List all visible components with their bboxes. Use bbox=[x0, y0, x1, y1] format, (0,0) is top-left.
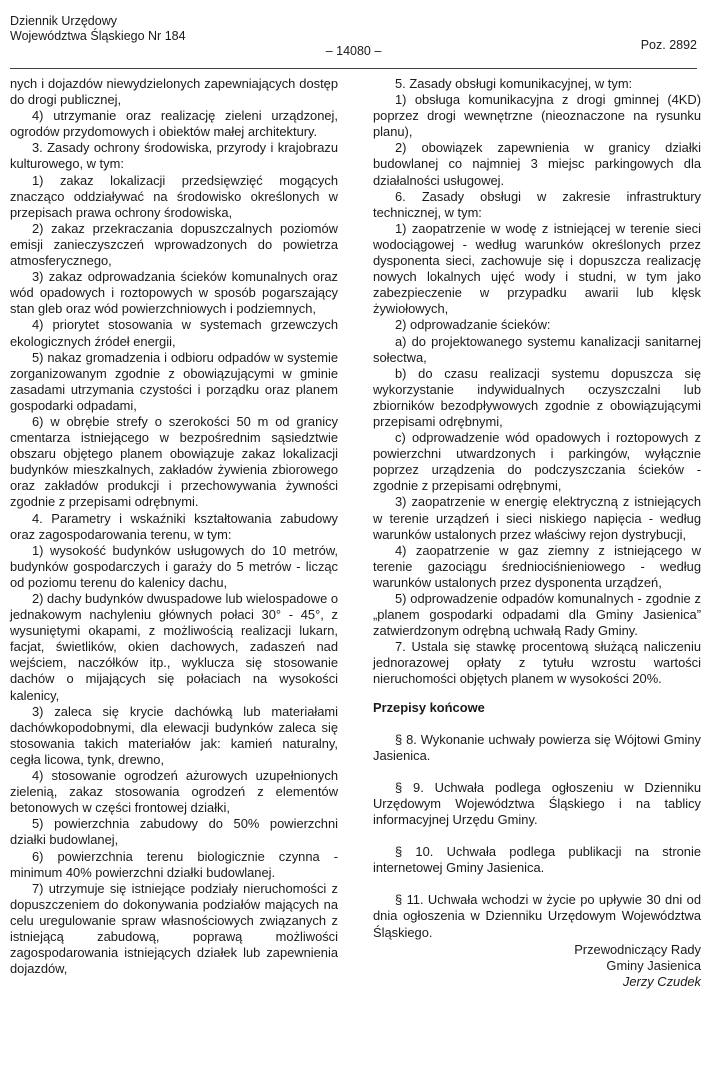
paragraph: 4) zaopatrzenie w gaz ziemny z istniejącego w terenie gazociągu średniociśnieniowego - według warunków ustalonych przez dysponenta urządzeń, bbox=[373, 542, 701, 590]
paragraph: 4) utrzymanie oraz realizację zieleni urządzonej, ogrodów przydomowych i obiektów małej architektury. bbox=[10, 108, 338, 140]
final-paragraphs bbox=[373, 732, 701, 941]
right-column bbox=[373, 76, 701, 990]
paragraph: a) do projektowanego systemu kanalizacji sanitarnej sołectwa, bbox=[373, 333, 701, 365]
paragraph: c) odprowadzenie wód opadowych i roztopowych z powierzchni utwardzonych i parkingów, wyłącznie poprzez urządzenia do podczyszczania ścieków - zgodnie z przepisami odrębnymi, bbox=[373, 430, 701, 494]
page-number-wrap bbox=[10, 44, 697, 59]
paragraph: 5) odprowadzenie odpadów komunalnych - zgodnie z „planem gospodarki odpadami dla Gminy Jasienica” zatwierdzonym odrębną uchwałą Rady Gminy. bbox=[373, 591, 701, 639]
paragraph: 5) powierzchnia zabudowy do 50% powierzchni działki budowlanej, bbox=[10, 816, 338, 848]
paragraph: nych i dojazdów niewydzielonych zapewniających dostęp do drogi publicznej, bbox=[10, 76, 338, 108]
left-column bbox=[10, 76, 338, 977]
paragraph: 2) obowiązek zapewnienia w granicy działki budowlanej co najmniej 3 miejsc parkingowych dla działalności usługowej. bbox=[373, 140, 701, 188]
page-header bbox=[10, 6, 697, 58]
paragraph: 3) zakaz odprowadzania ścieków komunalnych oraz wód opadowych i roztopowych w sposób pogarszający stan gleb oraz wód powierzchniowych i podziemnych, bbox=[10, 269, 338, 317]
paragraph: 5. Zasady obsługi komunikacyjnej, w tym: bbox=[395, 76, 633, 91]
paragraph: § 10. Uchwała podlega publikacji na stronie internetowej Gminy Jasienica. bbox=[373, 844, 701, 876]
paragraph: 5) nakaz gromadzenia i odbioru odpadów w systemie zorganizowanym zgodnie z obowiązującymi w gminie zasadami utrzymania czystości i porządku oraz planem gospodarki odpadami, bbox=[10, 349, 338, 413]
journal-title bbox=[10, 14, 186, 44]
header-rule bbox=[10, 68, 697, 69]
paragraph: 4. Parametry i wskaźniki kształtowania zabudowy oraz zagospodarowania terenu, w tym: bbox=[10, 510, 338, 542]
paragraph: 2) odprowadzanie ścieków: bbox=[395, 317, 551, 333]
section-title: Przepisy końcowe bbox=[373, 699, 485, 715]
paragraph: 2) zakaz przekraczania dopuszczalnych poziomów emisji zanieczyszczeń wprowadzonych do powietrza atmosferycznego, bbox=[10, 220, 338, 269]
paragraph: 2) dachy budynków dwuspadowe lub wielospadowe o jednakowym nachyleniu głównych połaci 30° - 45°, z wysuniętymi okapami, z możliwością realizacji lukarn, facjat, świetlików, okien dachowych, zadaszeń nad wejściem, naczółków itp., wyklucza się stosowanie dachów o mijających się połaciach na wysokości kalenicy, bbox=[10, 591, 338, 703]
journal-title-line2: Województwa Śląskiego Nr 184 bbox=[10, 29, 186, 43]
paragraph: 6) w obrębie strefy o szerokości 50 m od granicy cmentarza istniejącego w bezpośrednim sąsiedztwie obszaru objętego planem obowiązuje zakaz lokalizacji budynków mieszkalnych, zakładów żywienia zbiorowego oraz zakładów produkcji i przechowywania żywności zgodnie z przepisami odrębnymi. bbox=[10, 413, 338, 510]
signature-role: Przewodniczący Rady bbox=[574, 941, 701, 957]
signature-body: Gminy Jasienica bbox=[606, 957, 701, 973]
paragraph: 4) priorytet stosowania w systemach grzewczych ekologicznych źródeł energii, bbox=[10, 317, 338, 349]
right-column-paragraphs bbox=[373, 76, 701, 688]
paragraph: 3) zaleca się krycie dachówką lub materiałami dachówkopodobnymi, dla elewacji budynków zaleca się stosowania takich materiałów jak: kamień naturalny, cegła licowa, tynk, drewno, bbox=[10, 703, 338, 767]
paragraph: 1) zakaz lokalizacji przedsięwzięć mogących znacząco oddziaływać na środowisko określonych w przepisach prawa ochrony środowiska, bbox=[10, 172, 338, 220]
paragraph: § 9. Uchwała podlega ogłoszeniu w Dzienniku Urzędowym Województwa Śląskiego i na tablicy informacyjnej Urzędu Gminy. bbox=[373, 779, 701, 828]
paragraph: 3) zaopatrzenie w energię elektryczną z istniejących w terenie urządzeń i sieci niskiego napięcia - według warunków ustalonych przez właściwy rejon dystrybucji, bbox=[373, 494, 701, 542]
paragraph: b) do czasu realizacji systemu dopuszcza się wykorzystanie indywidualnych oczyszczalni lub zbiorników bezodpływowych zgodnie z obowiązującymi przepisami odrębnymi, bbox=[373, 365, 701, 429]
paragraph: 4) stosowanie ogrodzeń ażurowych uzupełnionych zielenią, zakaz stosowania ogrodzeń z elementów betonowych w części frontowej działki, bbox=[10, 768, 338, 816]
page-number: – 14080 – bbox=[325, 44, 382, 58]
paragraph: 7. Ustala się stawkę procentową służącą naliczeniu jednorazowej opłaty z tytułu wzrostu wartości nieruchomości objętych planem w wysokości 20%. bbox=[373, 639, 701, 687]
paragraph: § 11. Uchwała wchodzi w życie po upływie 30 dni od dnia ogłoszenia w Dzienniku Urzędowym Województwa Śląskiego. bbox=[373, 892, 701, 940]
signature-block bbox=[373, 942, 701, 991]
paragraph: 6) powierzchnia terenu biologicznie czynna - minimum 40% powierzchni działki budowlanej. bbox=[10, 848, 338, 880]
paragraph: 6. Zasady obsługi w zakresie infrastruktury technicznej, w tym: bbox=[373, 188, 701, 220]
paragraph: § 8. Wykonanie uchwały powierza się Wójtowi Gminy Jasienica. bbox=[373, 731, 701, 763]
signature-name: Jerzy Czudek bbox=[622, 974, 701, 990]
position-number: Poz. 2892 bbox=[640, 38, 697, 52]
paragraph: 3. Zasady ochrony środowiska, przyrody i krajobrazu kulturowego, w tym: bbox=[10, 140, 338, 172]
paragraph: 1) zaopatrzenie w wodę z istniejącej w terenie sieci wodociągowej - według warunków określonych przez dysponenta sieci, zachowuje się i dopuszcza realizację nowych lokalnych ujęć wody i studni, w tym jako zabezpieczenie w przypadku awarii lub klęsk żywiołowych, bbox=[373, 220, 701, 317]
journal-title-line1: Dziennik Urzędowy bbox=[10, 14, 117, 28]
paragraph: 1) obsługa komunikacyjna z drogi gminnej (4KD) poprzez drogi wewnętrzne (nieoznaczone na rysunku planu), bbox=[373, 92, 701, 140]
paragraph: 1) wysokość budynków usługowych do 10 metrów, budynków gospodarczych i garaży do 5 metrów - licząc od poziomu terenu do kalenicy dachu, bbox=[10, 542, 338, 590]
paragraph: 7) utrzymuje się istniejące podziały nieruchomości z dopuszczeniem do dokonywania podziałów mających na celu uregulowanie spraw własnościowych związanych z istniejącą zabudową, poprawą możliwości zagospodarowania istniejących działek lub zapewnienia dojazdów, bbox=[10, 880, 338, 977]
